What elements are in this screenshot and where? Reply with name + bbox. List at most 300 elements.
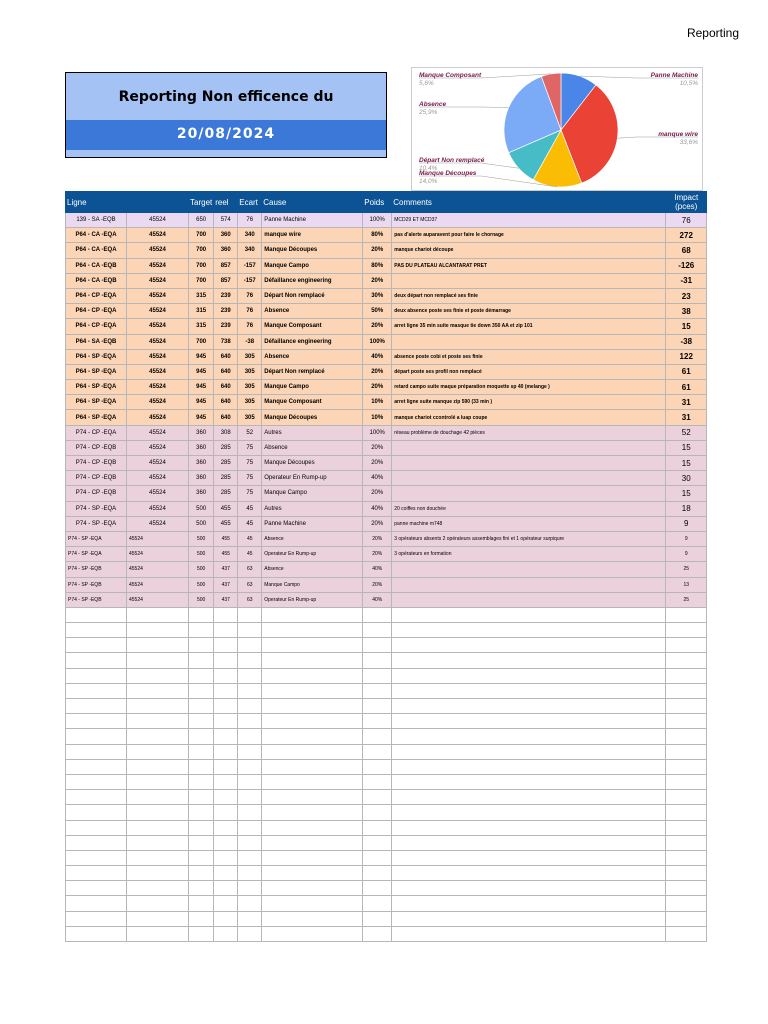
cell-reel: 640 <box>214 410 238 425</box>
cell-target: 700 <box>189 228 214 243</box>
cell-ecart: 305 <box>238 364 262 379</box>
cell-ecart: -38 <box>238 334 262 349</box>
cell-reel: 360 <box>214 228 238 243</box>
cell-reel: 437 <box>214 592 238 607</box>
table-row <box>66 288 707 303</box>
empty-cell <box>363 896 392 911</box>
empty-cell <box>392 668 666 683</box>
cell-impact: -31 <box>666 273 707 288</box>
empty-cell <box>238 638 262 653</box>
empty-row <box>66 699 707 714</box>
empty-cell <box>189 850 214 865</box>
empty-cell <box>666 881 707 896</box>
empty-cell <box>66 699 127 714</box>
pie-percent: 33,6% <box>679 139 698 146</box>
empty-cell <box>392 850 666 865</box>
empty-cell <box>214 729 238 744</box>
cell-reel: 640 <box>214 395 238 410</box>
empty-cell <box>666 850 707 865</box>
cell-poids: 50% <box>363 304 392 319</box>
cell-poids: 20% <box>363 456 392 471</box>
cell-target: 945 <box>189 380 214 395</box>
empty-cell <box>238 683 262 698</box>
empty-row <box>66 850 707 865</box>
empty-cell <box>363 835 392 850</box>
empty-cell <box>238 653 262 668</box>
table-row <box>66 349 707 364</box>
cell-reel: 285 <box>214 456 238 471</box>
empty-cell <box>262 668 363 683</box>
cell-code: 45524 <box>127 243 189 258</box>
cell-cause: Départ Non remplacé <box>262 364 363 379</box>
empty-cell <box>66 744 127 759</box>
empty-cell <box>214 638 238 653</box>
cell-comment <box>392 486 666 501</box>
empty-cell <box>238 835 262 850</box>
empty-row <box>66 790 707 805</box>
cell-target: 500 <box>189 562 214 577</box>
table-row <box>66 380 707 395</box>
empty-cell <box>666 714 707 729</box>
empty-cell <box>262 744 363 759</box>
empty-cell <box>127 881 189 896</box>
cell-impact: 15 <box>666 486 707 501</box>
empty-cell <box>238 699 262 714</box>
cell-impact: 15 <box>666 456 707 471</box>
cell-ligne: P64 - SP -EQA <box>66 364 127 379</box>
cell-cause: Manque Découpes <box>262 456 363 471</box>
report-date: 20/08/2024 <box>176 126 276 142</box>
empty-cell <box>262 623 363 638</box>
cell-ecart: 305 <box>238 395 262 410</box>
cell-ecart: 340 <box>238 228 262 243</box>
table-row <box>66 395 707 410</box>
cell-ligne: P74 - SP -EQB <box>66 592 127 607</box>
table-row <box>66 319 707 334</box>
empty-cell <box>262 896 363 911</box>
empty-cell <box>238 759 262 774</box>
cell-cause: Operateur En Rump-up <box>262 547 363 562</box>
cell-impact: -38 <box>666 334 707 349</box>
cell-ecart: 63 <box>238 592 262 607</box>
empty-cell <box>66 820 127 835</box>
cell-ecart: 75 <box>238 440 262 455</box>
empty-cell <box>127 850 189 865</box>
cell-impact: 25 <box>666 592 707 607</box>
empty-cell <box>666 866 707 881</box>
empty-cell <box>392 623 666 638</box>
cell-code: 45524 <box>127 319 189 334</box>
cell-code: 45524 <box>127 440 189 455</box>
empty-cell <box>666 759 707 774</box>
cell-cause: Absence <box>262 440 363 455</box>
empty-cell <box>262 729 363 744</box>
empty-cell <box>66 850 127 865</box>
empty-cell <box>214 759 238 774</box>
cell-reel: 455 <box>214 501 238 516</box>
empty-cell <box>214 881 238 896</box>
cell-target: 700 <box>189 243 214 258</box>
cell-ecart: 52 <box>238 425 262 440</box>
empty-cell <box>66 729 127 744</box>
empty-cell <box>127 623 189 638</box>
table-body <box>66 213 707 942</box>
cell-impact: 9 <box>666 547 707 562</box>
cell-code: 45524 <box>127 501 189 516</box>
empty-row <box>66 911 707 926</box>
cell-cause: Panne Machine <box>262 516 363 531</box>
empty-cell <box>392 805 666 820</box>
cell-poids: 20% <box>363 319 392 334</box>
empty-cell <box>238 805 262 820</box>
empty-cell <box>363 866 392 881</box>
empty-cell <box>363 683 392 698</box>
cell-ligne: P74 - SP -EQA <box>66 501 127 516</box>
empty-row <box>66 926 707 941</box>
empty-cell <box>363 850 392 865</box>
empty-cell <box>363 790 392 805</box>
table-row <box>66 273 707 288</box>
empty-row <box>66 638 707 653</box>
cell-ligne: P64 - SP -EQA <box>66 349 127 364</box>
cell-ecart: 45 <box>238 531 262 546</box>
cell-ecart: -157 <box>238 258 262 273</box>
cell-ecart: 305 <box>238 349 262 364</box>
empty-cell <box>262 607 363 622</box>
table-row <box>66 486 707 501</box>
cell-impact: -126 <box>666 258 707 273</box>
empty-cell <box>127 911 189 926</box>
empty-cell <box>127 607 189 622</box>
pie-label: Panne Machine <box>650 72 698 79</box>
empty-cell <box>392 881 666 896</box>
cell-ecart: 63 <box>238 562 262 577</box>
cell-impact: 15 <box>666 319 707 334</box>
empty-cell <box>214 911 238 926</box>
cell-ligne: P74 - CP -EQB <box>66 456 127 471</box>
cell-target: 315 <box>189 304 214 319</box>
empty-cell <box>127 759 189 774</box>
cell-target: 945 <box>189 395 214 410</box>
empty-cell <box>262 850 363 865</box>
pie-label: Manque Découpes <box>419 170 477 177</box>
cell-code: 45524 <box>127 273 189 288</box>
empty-cell <box>666 774 707 789</box>
empty-cell <box>189 744 214 759</box>
cell-impact: 30 <box>666 471 707 486</box>
empty-cell <box>66 623 127 638</box>
pie-percent: 25,9% <box>419 109 438 116</box>
cell-reel: 574 <box>214 213 238 228</box>
cell-poids: 20% <box>363 440 392 455</box>
table-header <box>66 192 707 213</box>
empty-cell <box>666 668 707 683</box>
cell-reel: 239 <box>214 288 238 303</box>
cell-cause: Manque Composant <box>262 319 363 334</box>
cell-target: 360 <box>189 456 214 471</box>
empty-cell <box>363 881 392 896</box>
cell-impact: 9 <box>666 531 707 546</box>
cell-code: 45524 <box>127 364 189 379</box>
cell-ecart: 305 <box>238 410 262 425</box>
empty-row <box>66 683 707 698</box>
cell-code: 45524 <box>127 531 189 546</box>
cell-poids: 20% <box>363 531 392 546</box>
cell-poids: 20% <box>363 243 392 258</box>
empty-cell <box>189 896 214 911</box>
table-row <box>66 304 707 319</box>
empty-cell <box>363 714 392 729</box>
empty-cell <box>363 699 392 714</box>
empty-cell <box>214 896 238 911</box>
cell-impact: 25 <box>666 562 707 577</box>
cell-reel: 437 <box>214 577 238 592</box>
empty-cell <box>127 638 189 653</box>
empty-cell <box>666 790 707 805</box>
cell-target: 360 <box>189 486 214 501</box>
cell-ligne: P64 - CA -EQA <box>66 228 127 243</box>
empty-cell <box>262 714 363 729</box>
empty-cell <box>66 805 127 820</box>
empty-row <box>66 820 707 835</box>
cell-impact: 52 <box>666 425 707 440</box>
cell-target: 500 <box>189 592 214 607</box>
cell-ligne: P74 - CP -EQB <box>66 486 127 501</box>
cell-comment <box>392 562 666 577</box>
cell-cause: Manque Campo <box>262 577 363 592</box>
cell-reel: 360 <box>214 243 238 258</box>
empty-cell <box>666 729 707 744</box>
empty-cell <box>238 881 262 896</box>
empty-cell <box>666 683 707 698</box>
empty-row <box>66 759 707 774</box>
empty-cell <box>392 638 666 653</box>
empty-row <box>66 866 707 881</box>
empty-cell <box>238 744 262 759</box>
cell-comment: manque chariot découpe <box>392 243 666 258</box>
cell-reel: 738 <box>214 334 238 349</box>
empty-cell <box>666 699 707 714</box>
empty-cell <box>214 866 238 881</box>
cell-reel: 640 <box>214 380 238 395</box>
empty-cell <box>189 790 214 805</box>
cell-ecart: 76 <box>238 213 262 228</box>
pie-percent: 5,6% <box>419 80 434 87</box>
cell-ecart: 45 <box>238 547 262 562</box>
cell-comment <box>392 577 666 592</box>
cell-ecart: -157 <box>238 273 262 288</box>
empty-cell <box>238 607 262 622</box>
cell-target: 945 <box>189 410 214 425</box>
cell-impact: 122 <box>666 349 707 364</box>
cell-ligne: P64 - CA -EQB <box>66 273 127 288</box>
cell-impact: 31 <box>666 395 707 410</box>
cell-poids: 40% <box>363 562 392 577</box>
empty-cell <box>189 774 214 789</box>
cell-cause: Operateur En Rump-up <box>262 471 363 486</box>
cell-reel: 285 <box>214 440 238 455</box>
empty-cell <box>363 774 392 789</box>
cell-impact: 38 <box>666 304 707 319</box>
empty-cell <box>666 911 707 926</box>
empty-cell <box>189 623 214 638</box>
empty-cell <box>66 926 127 941</box>
cell-target: 650 <box>189 213 214 228</box>
table-row <box>66 592 707 607</box>
empty-cell <box>214 835 238 850</box>
empty-cell <box>262 911 363 926</box>
empty-cell <box>363 744 392 759</box>
table-row <box>66 364 707 379</box>
cell-reel: 239 <box>214 319 238 334</box>
cell-ecart: 76 <box>238 319 262 334</box>
empty-cell <box>262 683 363 698</box>
cell-comment <box>392 334 666 349</box>
cell-code: 45524 <box>127 486 189 501</box>
empty-row <box>66 668 707 683</box>
cell-cause: Absence <box>262 304 363 319</box>
empty-cell <box>189 866 214 881</box>
cell-comment: pas d'alerte auparavent pour faire le chornage <box>392 228 666 243</box>
empty-row <box>66 607 707 622</box>
table-row <box>66 440 707 455</box>
empty-cell <box>214 668 238 683</box>
empty-cell <box>66 896 127 911</box>
cell-reel: 437 <box>214 562 238 577</box>
cell-ligne: P74 - SP -EQA <box>66 531 127 546</box>
empty-cell <box>262 926 363 941</box>
empty-cell <box>66 714 127 729</box>
cell-cause: Operateur En Rump-up <box>262 592 363 607</box>
table-row <box>66 562 707 577</box>
cell-ligne: P64 - SA -EQB <box>66 334 127 349</box>
cell-ligne: P74 - SP -EQB <box>66 577 127 592</box>
cell-cause: Manque Campo <box>262 380 363 395</box>
cell-target: 500 <box>189 547 214 562</box>
cell-poids: 100% <box>363 213 392 228</box>
table-row <box>66 425 707 440</box>
empty-cell <box>392 835 666 850</box>
empty-cell <box>127 866 189 881</box>
cell-impact: 272 <box>666 228 707 243</box>
header-blank <box>127 192 189 213</box>
empty-cell <box>363 729 392 744</box>
table-row <box>66 577 707 592</box>
empty-cell <box>392 653 666 668</box>
empty-cell <box>214 790 238 805</box>
table-row <box>66 501 707 516</box>
cell-comment: départ poste ses profil non remplacé <box>392 364 666 379</box>
empty-cell <box>127 790 189 805</box>
empty-row <box>66 729 707 744</box>
empty-cell <box>392 820 666 835</box>
empty-cell <box>666 835 707 850</box>
empty-cell <box>127 896 189 911</box>
table-row <box>66 228 707 243</box>
empty-cell <box>127 835 189 850</box>
table-row <box>66 471 707 486</box>
cell-poids: 20% <box>363 577 392 592</box>
cell-ecart: 75 <box>238 471 262 486</box>
cell-code: 45524 <box>127 592 189 607</box>
cell-ligne: P74 - SP -EQB <box>66 562 127 577</box>
empty-cell <box>189 699 214 714</box>
pie-percent: 10,4% <box>419 165 438 172</box>
cell-comment: PAS DU PLATEAU ALCANTARAT PRET <box>392 258 666 273</box>
cell-cause: Manque Campo <box>262 258 363 273</box>
empty-cell <box>363 653 392 668</box>
cell-poids: 100% <box>363 425 392 440</box>
cell-reel: 455 <box>214 531 238 546</box>
cell-ligne: P64 - SP -EQA <box>66 380 127 395</box>
empty-cell <box>238 729 262 744</box>
empty-cell <box>392 699 666 714</box>
empty-cell <box>238 623 262 638</box>
cell-cause: Autres <box>262 425 363 440</box>
empty-cell <box>189 759 214 774</box>
cell-poids: 40% <box>363 501 392 516</box>
empty-cell <box>363 805 392 820</box>
cell-ecart: 305 <box>238 380 262 395</box>
cell-poids: 20% <box>363 516 392 531</box>
empty-cell <box>238 668 262 683</box>
empty-cell <box>262 866 363 881</box>
cell-code: 45524 <box>127 471 189 486</box>
cell-ligne: P64 - CP -EQA <box>66 319 127 334</box>
cell-poids: 20% <box>363 547 392 562</box>
cell-code: 45524 <box>127 349 189 364</box>
empty-cell <box>238 774 262 789</box>
pie-chart <box>411 67 703 191</box>
empty-cell <box>262 699 363 714</box>
empty-cell <box>262 774 363 789</box>
cell-poids: 40% <box>363 349 392 364</box>
cell-ligne: P64 - CA -EQB <box>66 258 127 273</box>
cell-comment: manque chariot ccontrolé a luap coupe <box>392 410 666 425</box>
cell-comment: 3 opérateurs en formation <box>392 547 666 562</box>
cell-code: 45524 <box>127 410 189 425</box>
empty-cell <box>214 744 238 759</box>
empty-cell <box>363 820 392 835</box>
empty-cell <box>189 926 214 941</box>
pie-label: Manque Composant <box>419 72 482 79</box>
table-row <box>66 547 707 562</box>
empty-cell <box>666 744 707 759</box>
cell-target: 500 <box>189 531 214 546</box>
empty-cell <box>214 607 238 622</box>
empty-cell <box>189 668 214 683</box>
header-ligne: Ligne <box>66 192 127 213</box>
empty-row <box>66 774 707 789</box>
empty-row <box>66 835 707 850</box>
empty-cell <box>392 744 666 759</box>
empty-cell <box>666 896 707 911</box>
cell-poids: 20% <box>363 486 392 501</box>
cell-comment: panne machine m748 <box>392 516 666 531</box>
cell-reel: 857 <box>214 273 238 288</box>
cell-ecart: 75 <box>238 486 262 501</box>
cell-cause: Départ Non remplacé <box>262 288 363 303</box>
empty-cell <box>127 774 189 789</box>
cell-target: 360 <box>189 425 214 440</box>
cell-cause: Absence <box>262 531 363 546</box>
header-reel: reel <box>214 192 238 213</box>
empty-cell <box>666 607 707 622</box>
cell-code: 45524 <box>127 380 189 395</box>
cell-poids: 100% <box>363 334 392 349</box>
empty-cell <box>189 911 214 926</box>
empty-cell <box>262 805 363 820</box>
